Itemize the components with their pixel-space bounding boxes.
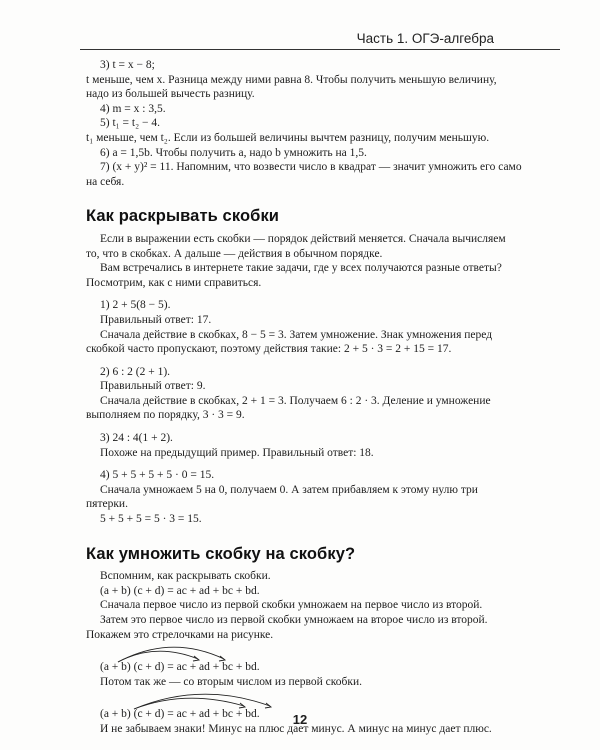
page-header xyxy=(80,25,560,50)
equation-line: t меньше, чем x. Разница между ними равна 8. Чтобы получить меньшую величину, надо из большей вычесть разницу. xyxy=(86,73,497,101)
section-equations xyxy=(86,58,522,189)
paragraph: Вам встречались в интернете такие задачи, где у всех получаются разные ответы? Посмотрим, как с ними справиться. xyxy=(86,262,502,289)
formula-with-arrows-first xyxy=(86,660,522,675)
paragraph: Сначала первое число из первой скобки умножаем на первое число из второй. xyxy=(100,599,483,612)
example-answer: Правильный ответ: 17. xyxy=(100,313,212,326)
example-explanation: 5 + 5 + 5 = 5 · 3 = 15. xyxy=(100,513,202,526)
paragraph: И не забываем знаки! Минус на плюс дает минус. А минус на минус дает плюс. xyxy=(100,722,492,735)
example-task: 4) 5 + 5 + 5 + 5 · 0 = 15. xyxy=(100,469,215,482)
paragraph: Вспомним, как раскрывать скобки. xyxy=(100,570,271,583)
equation-line: 6) a = 1,5b. Чтобы получить a, надо b умножить на 1,5. xyxy=(100,146,367,159)
paragraph: Затем это первое число из первой скобки умножаем на второе число из второй. Покажем это стрелочками на рисунке. xyxy=(86,614,488,641)
example-answer: Правильный ответ: 9. xyxy=(100,380,206,393)
example-task: 1) 2 + 5(8 − 5). xyxy=(100,299,171,312)
example-explanation: Сначала действие в скобках, 2 + 1 = 3. Получаем 6 : 2 · 3. Деление и умножение выполняем по порядку, 3 · 3 = 9. xyxy=(86,394,491,422)
paragraph: Если в выражении есть скобки — порядок действий меняется. Сначала вычисляем то, что в скобках. А дальше — действия в обычном порядке. xyxy=(86,232,506,260)
equation-line: 7) (x + y)² = 11. Напомним, что возвести число в квадрат — значит умножить его само на себя. xyxy=(86,161,522,188)
example-answer: Сначала умножаем 5 на 0, получаем 0. А затем прибавляем к этому нулю три пятерки. xyxy=(86,483,478,511)
header-title: Часть 1. ОГЭ-алгебра xyxy=(356,31,494,46)
page-content xyxy=(86,58,522,737)
example-task: 2) 6 : 2 (2 + 1). xyxy=(100,365,171,378)
section-heading: Как раскрывать скобки xyxy=(86,207,280,226)
curved-arrows-icon xyxy=(86,691,286,711)
section-heading: Как умножить скобку на скобку? xyxy=(86,544,356,563)
page-number: 12 xyxy=(292,712,308,727)
example-explanation: Сначала действие в скобках, 8 − 5 = 3. Затем умножение. Знак умножения перед скобкой часто пропускают, поэтому действия такие: 2 + 5 · 3 = 2 + 15 = 17. xyxy=(86,328,493,356)
formula: (a + b) (c + d) = ac + ad + bc + bd. xyxy=(100,708,260,721)
paragraph: Потом так же — со вторым числом из первой скобки. xyxy=(100,675,362,688)
curved-arrows-icon xyxy=(86,644,286,664)
equation-line: t₁ меньше, чем t₂. Если из большей величины вычтем разницу, получим меньшую. xyxy=(86,131,490,144)
formula: (a + b) (c + d) = ac + ad + bc + bd. xyxy=(100,584,260,597)
example-answer: Похоже на предыдущий пример. Правильный ответ: 18. xyxy=(100,446,374,459)
equation-line: 4) m = x : 3,5. xyxy=(100,102,166,115)
example-task: 3) 24 : 4(1 + 2). xyxy=(100,432,173,445)
equation-line: 5) t₁ = t₂ − 4. xyxy=(100,117,160,130)
equation-line: 3) t = x − 8; xyxy=(100,59,155,71)
formula: (a + b) (c + d) = ac + ad + bc + bd. xyxy=(100,661,260,674)
section-brackets xyxy=(86,232,522,527)
